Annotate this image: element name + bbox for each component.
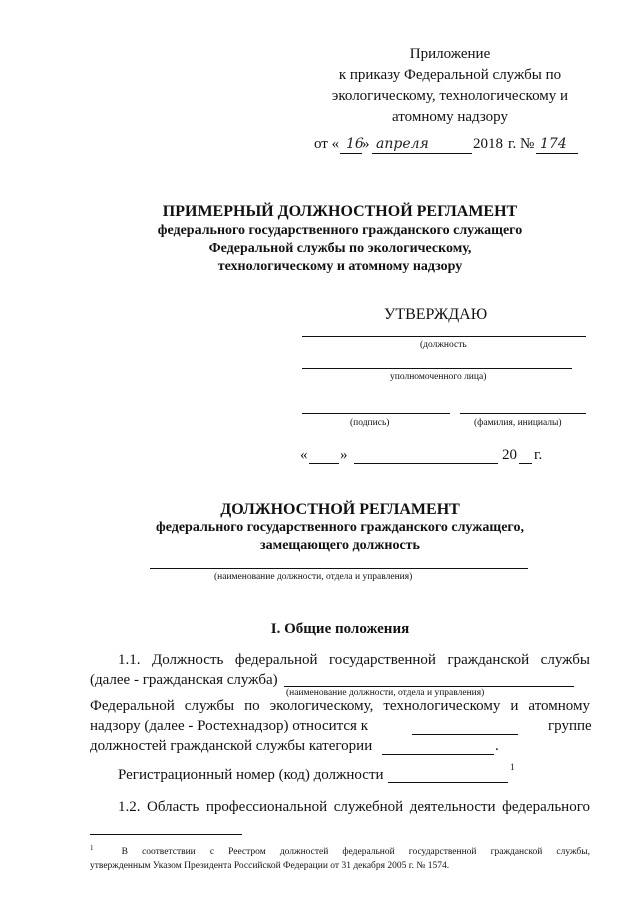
order-number-underline (536, 153, 578, 154)
appendix-line: экологическому, технологическому и (331, 88, 569, 104)
paragraph-1-1-line2: (далее - гражданская служба) (90, 672, 278, 688)
order-year: 2018 (473, 136, 503, 152)
paragraph-1-2-line1: 1.2. Область профессиональной служебной деятельности федерального (118, 799, 590, 815)
registration-number-line (388, 782, 508, 783)
signature-caption: (подпись) (350, 418, 390, 428)
group-line (412, 734, 518, 735)
order-mid: » (362, 136, 370, 152)
order-day: 16 (346, 136, 364, 152)
appendix-block (320, 44, 580, 128)
subtitle-line: технологическому и атомному надзору (217, 259, 463, 274)
footnote-line1 (90, 841, 590, 859)
appendix-line: к приказу Федеральной службы по (338, 67, 562, 83)
paragraph-1-1-line1: 1.1. Должность федеральной государственной гражданской службы (118, 652, 590, 668)
footnote-reference: 1 (510, 762, 515, 772)
paragraph-1-1-line5: должностей гражданской службы категории (90, 738, 373, 754)
official-line (302, 368, 572, 369)
section-heading: I. Общие положения (270, 621, 410, 637)
regulation-position-line (150, 568, 528, 569)
subtitle-line: Федеральной службы по экологическому, (208, 241, 472, 256)
regulation-caption: (наименование должности, отдела и управления) (214, 572, 413, 582)
order-prefix: от « (314, 136, 340, 152)
name-caption: (фамилия, инициалы) (474, 418, 562, 428)
regulation-title: ДОЛЖНОСТНОЙ РЕГЛАМЕНТ (220, 501, 460, 518)
service-name-line (284, 686, 574, 687)
date-month-line (354, 463, 498, 464)
paragraph-1-1-caption: (наименование должности, отдела и управления) (286, 688, 485, 698)
order-number: 174 (540, 136, 567, 152)
footnote (90, 841, 590, 873)
paragraph-1-1-end: . (495, 738, 499, 754)
footnote-text1: В соответствии с Реестром должностей федеральной государственной гражданской службы, (121, 847, 591, 858)
position-line (302, 336, 586, 337)
order-year-suffix: г. № (508, 136, 535, 152)
paragraph-1-1-group-word: группе (548, 718, 592, 734)
regulation-subtitle-line: федерального государственного гражданского служащего, (156, 520, 524, 535)
date-close-quote: » (340, 447, 348, 463)
paragraph-1-1-line4: надзору (далее - Ростехнадзор) относится к (90, 718, 368, 734)
regulation-subtitle (90, 519, 590, 555)
appendix-line: Приложение (409, 46, 491, 62)
appendix-line: атомному надзору (392, 109, 508, 125)
footnote-mark: 1 (90, 844, 94, 852)
order-day-underline (340, 153, 362, 154)
date-day-line (309, 463, 339, 464)
date-year-prefix: 20 (502, 447, 517, 463)
approval-heading: УТВЕРЖДАЮ (384, 306, 488, 323)
paragraph-1-1-line3: Федеральной службы по экологическому, технологическому и атомному (90, 698, 590, 714)
footnote-separator (90, 834, 242, 835)
date-year-line (519, 463, 532, 464)
date-open-quote: « (300, 447, 308, 463)
name-line (460, 413, 586, 414)
regulation-subtitle-line: замещающего должность (260, 538, 420, 553)
date-year-suffix: г. (534, 447, 543, 463)
official-caption: уполномоченного лица) (390, 372, 487, 382)
footnote-line2: утвержденным Указом Президента Российской Федерации от 31 декабря 2005 г. № 1574. (90, 861, 450, 872)
signature-line (302, 413, 450, 414)
subtitle-line: федерального государственного гражданского служащего (157, 223, 523, 238)
document-title: ПРИМЕРНЫЙ ДОЛЖНОСТНОЙ РЕГЛАМЕНТ (162, 203, 518, 220)
document-subtitle (90, 222, 590, 276)
position-caption: (должность (420, 340, 467, 350)
order-month: апреля (376, 136, 429, 152)
category-line (382, 754, 494, 755)
order-month-underline (372, 153, 472, 154)
registration-number-label: Регистрационный номер (код) должности (118, 767, 384, 783)
